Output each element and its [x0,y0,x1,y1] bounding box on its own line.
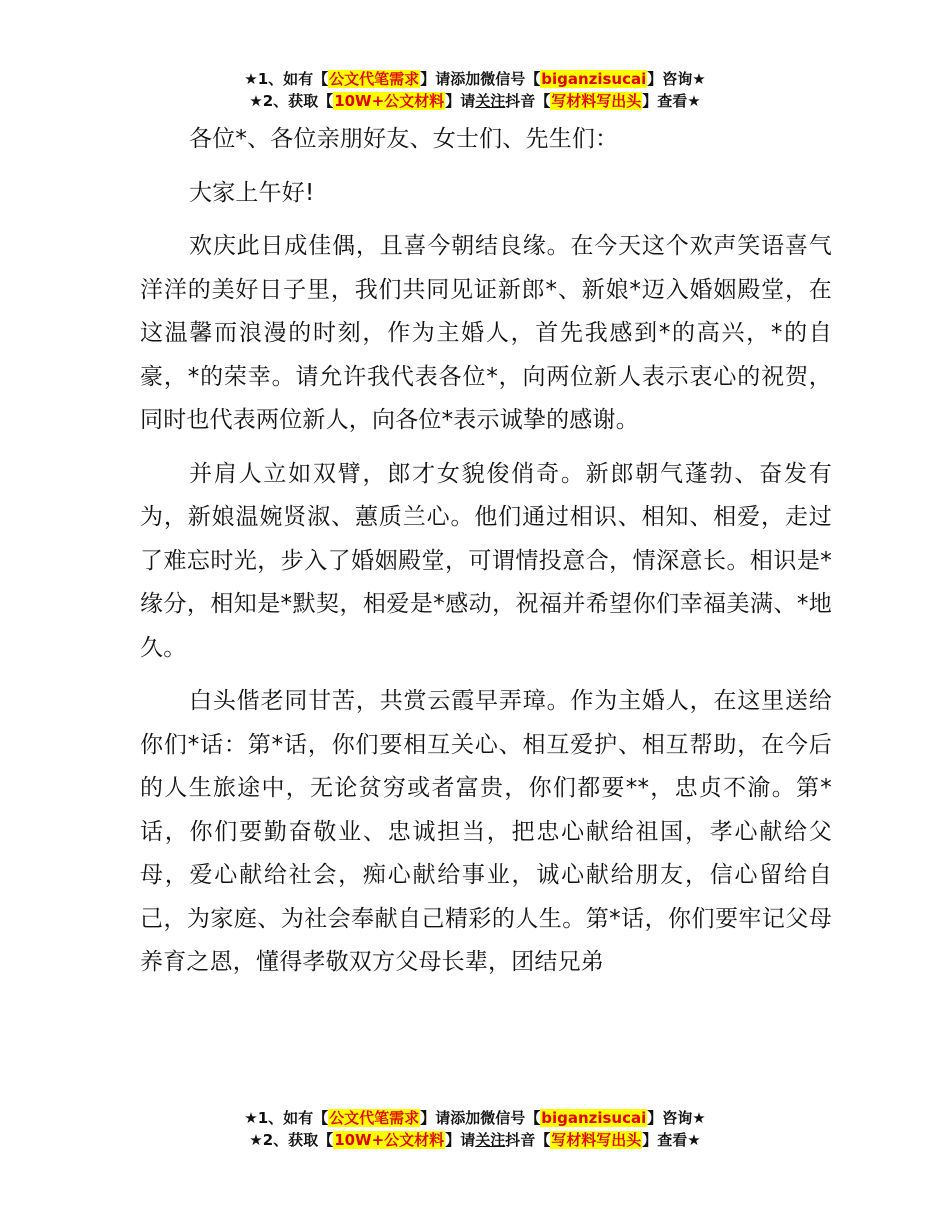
promo-highlight: 写材料写出头 [551,1131,642,1149]
promo-underlined: 关注 [475,92,506,110]
promo-text: 】请添加微信号【 [420,1109,541,1127]
promo-text: 】请添加微信号【 [420,70,541,88]
promo-text: ★1、如有【 [244,1109,329,1127]
promo-highlight: 公文代笔需求 [329,1109,420,1127]
paragraph: 并肩人立如双臂，郎才女貌俊俏奇。新郎朝气蓬勃、奋发有为，新娘温婉贤淑、蕙质兰心。他们通过相识、相知、相爱，走过了难忘时光，步入了婚姻殿堂，可谓情投意合，情深意长。相识是*缘分，相知是*默契，相爱是*感动，祝福并希望你们幸福美满、*地久。 [140,460,832,661]
salutation: 各位*、各位亲朋好友、女士们、先生们： [189,126,619,152]
paragraph: 欢庆此日成佳偶，且喜今朝结良缘。在今天这个欢声笑语喜气洋洋的美好日子里，我们共同见证新郎*、新娘*迈入婚姻殿堂，在这温馨而浪漫的时刻，作为主婚人，首先我感到*的高兴，*的自豪，*的荣幸。请允许我代表各位*，向两位新人表示衷心的祝贺，同时也代表两位新人，向各位*表示诚挚的感谢。 [140,233,832,433]
promo-line-2 [0,1129,950,1151]
promo-highlight: biganzisucai [541,1109,647,1127]
promo-line-1 [0,1107,950,1129]
promo-highlight: 10W+公文材料 [334,1131,445,1149]
promo-highlight: 写材料写出头 [551,92,642,110]
promo-line-2 [0,90,950,112]
promo-highlight: 公文代笔需求 [329,70,420,88]
promo-text: 】咨询★ [647,1109,706,1127]
promo-text: 】查看★ [642,92,701,110]
promo-text: 】请 [445,1131,476,1149]
footer-promo-banner [0,1107,950,1151]
paragraph: 白头偕老同甘苦，共赏云霞早弄璋。作为主婚人，在这里送给你们*话：第*话，你们要相互关心、相互爱护、相互帮助，在今后的人生旅途中，无论贫穷或者富贵，你们都要**，忠贞不渝。第*话，你们要勤奋敬业、忠诚担当，把忠心献给祖国，孝心献给父母，爱心献给社会，痴心献给事业，诚心献给朋友，信心留给自己，为家庭、为社会奉献自己精彩的人生。第*话，你们要牢记父母养育之恩，懂得孝敬双方父母长辈，团结兄弟 [140,688,832,975]
promo-text: 抖音【 [505,1131,551,1149]
greeting: 大家上午好! [189,179,315,206]
promo-text: 抖音【 [505,92,551,110]
document-body [140,118,832,995]
promo-underlined: 关注 [475,1131,506,1149]
header-promo-banner [0,68,950,112]
promo-text: ★2、获取【 [249,92,334,110]
promo-highlight: 10W+公文材料 [334,92,445,110]
promo-line-1 [0,68,950,90]
promo-text: 】请 [445,92,476,110]
promo-text: ★1、如有【 [244,70,329,88]
promo-text: 】查看★ [642,1131,701,1149]
promo-highlight: biganzisucai [541,70,647,88]
promo-text: 】咨询★ [647,70,706,88]
promo-text: ★2、获取【 [249,1131,334,1149]
